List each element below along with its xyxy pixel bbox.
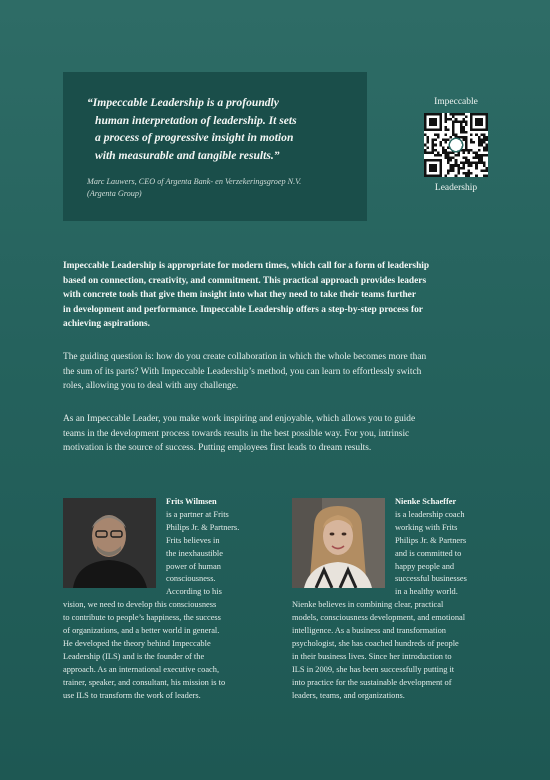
- intro-line: achieving aspirations.: [63, 319, 150, 330]
- bio-line: is a leadership coach: [395, 509, 465, 519]
- bio-line: of organizations, and a better world in general.: [63, 626, 220, 636]
- paragraph-line: As an Impeccable Leader, you make work inspiring and enjoyable, which allows you to guide: [63, 414, 416, 424]
- bio-name: Frits Wilmsen: [166, 497, 217, 506]
- bio-line: leaders, teams, and organizations.: [292, 690, 405, 700]
- paragraph-line: motivation is the source of success. Putting employees first leads to dream results.: [63, 443, 372, 454]
- bio-line: intelligence. As a business and transformation: [292, 626, 446, 636]
- bio-line: happy people and: [395, 561, 455, 571]
- bio-line: models, consciousness development, and emotional: [292, 613, 466, 623]
- bio-line: in their business lives. Since her introduction to: [292, 651, 452, 661]
- bio-line: ILS in 2009, she has been successfully putting it: [292, 664, 455, 674]
- frits-wilmsen-bio: [63, 496, 273, 703]
- bio-line: consciousness.: [166, 574, 216, 584]
- paragraph-line: teams in the development process towards results in the best possible way. For you, intrinsic: [63, 428, 410, 439]
- bio-line: to contribute to people’s happiness, the success: [63, 613, 221, 623]
- nienke-schaeffer-bio: [292, 496, 502, 703]
- quote-line: human interpretation of leadership. It sets: [95, 113, 297, 127]
- bio-name: Nienke Schaeffer: [395, 497, 457, 506]
- bio-line: into practice for the sustainable development of: [292, 677, 452, 687]
- paragraph-line: the sum of its parts? With Impeccable Leadership’s method, you can learn to effortlessly switch: [63, 366, 422, 377]
- qr-code-icon[interactable]: [424, 113, 488, 177]
- intro-line: in development and performance. Impeccable Leadership offers a step-by-step process for: [63, 304, 423, 315]
- qr-block: [420, 97, 492, 193]
- intro-line: Impeccable Leadership is appropriate for modern times, which call for a form of leadership: [63, 261, 430, 271]
- bio-line: vision, we need to develop this consciousness: [63, 600, 217, 610]
- bio-line: is a partner at Frits: [166, 509, 229, 519]
- bio-line: Philips Jr. & Partners.: [166, 522, 240, 532]
- quote-box: [63, 72, 367, 221]
- bio-line: Philips Jr. & Partners: [395, 535, 467, 545]
- bio-line: approach. As an international executive coach,: [63, 664, 220, 674]
- bio-line: the inexhaustible: [166, 548, 223, 558]
- impeccable-leader-paragraph: [63, 412, 503, 456]
- bio-line: Leadership (ILS) and is the founder of the: [63, 651, 205, 661]
- bio-line: in a healthy world.: [395, 587, 458, 597]
- qr-label-top: Impeccable: [434, 97, 478, 107]
- bio-line: According to his: [166, 587, 222, 597]
- paragraph-line: The guiding question is: how do you create collaboration in which the whole becomes more than: [63, 352, 427, 362]
- quote-line: with measurable and tangible results.”: [95, 148, 280, 162]
- quote-author: [87, 176, 347, 200]
- quote-line: “Impeccable Leadership is a profoundly: [87, 96, 279, 109]
- quote-text: [87, 94, 347, 164]
- bio-line: Frits believes in: [166, 535, 220, 545]
- quote-author-line: Marc Lauwers, CEO of Argenta Bank- en Verzekeringsgroep N.V.: [87, 177, 302, 186]
- bio-line: psychologist, she has coached hundreds of people: [292, 638, 459, 648]
- bio-line: power of human: [166, 561, 221, 571]
- bio-line: successful businesses: [395, 574, 467, 584]
- bio-line: working with Frits: [395, 522, 458, 532]
- intro-paragraph: [63, 259, 503, 332]
- quote-line: a process of progressive insight in motion: [95, 131, 294, 144]
- intro-line: with concrete tools that give them insight into what they need to take their teams further: [63, 290, 416, 301]
- bio-line: He developed the theory behind Impeccable: [63, 638, 211, 648]
- bio-line: Nienke believes in combining clear, practical: [292, 600, 444, 610]
- intro-line: based on connection, creativity, and commitment. This practical approach provides leaders: [63, 275, 427, 286]
- paragraph-line: roles, allowing you to deal with any challenge.: [63, 381, 239, 392]
- bio-line: use ILS to transform the work of leaders.: [63, 690, 201, 700]
- bio-line: and is committed to: [395, 548, 462, 558]
- qr-label-bottom: Leadership: [434, 183, 478, 193]
- quote-author-line: (Argenta Group): [87, 189, 142, 198]
- bio-line: trainer, speaker, and consultant, his mission is to: [63, 677, 226, 687]
- guiding-question-paragraph: [63, 350, 503, 394]
